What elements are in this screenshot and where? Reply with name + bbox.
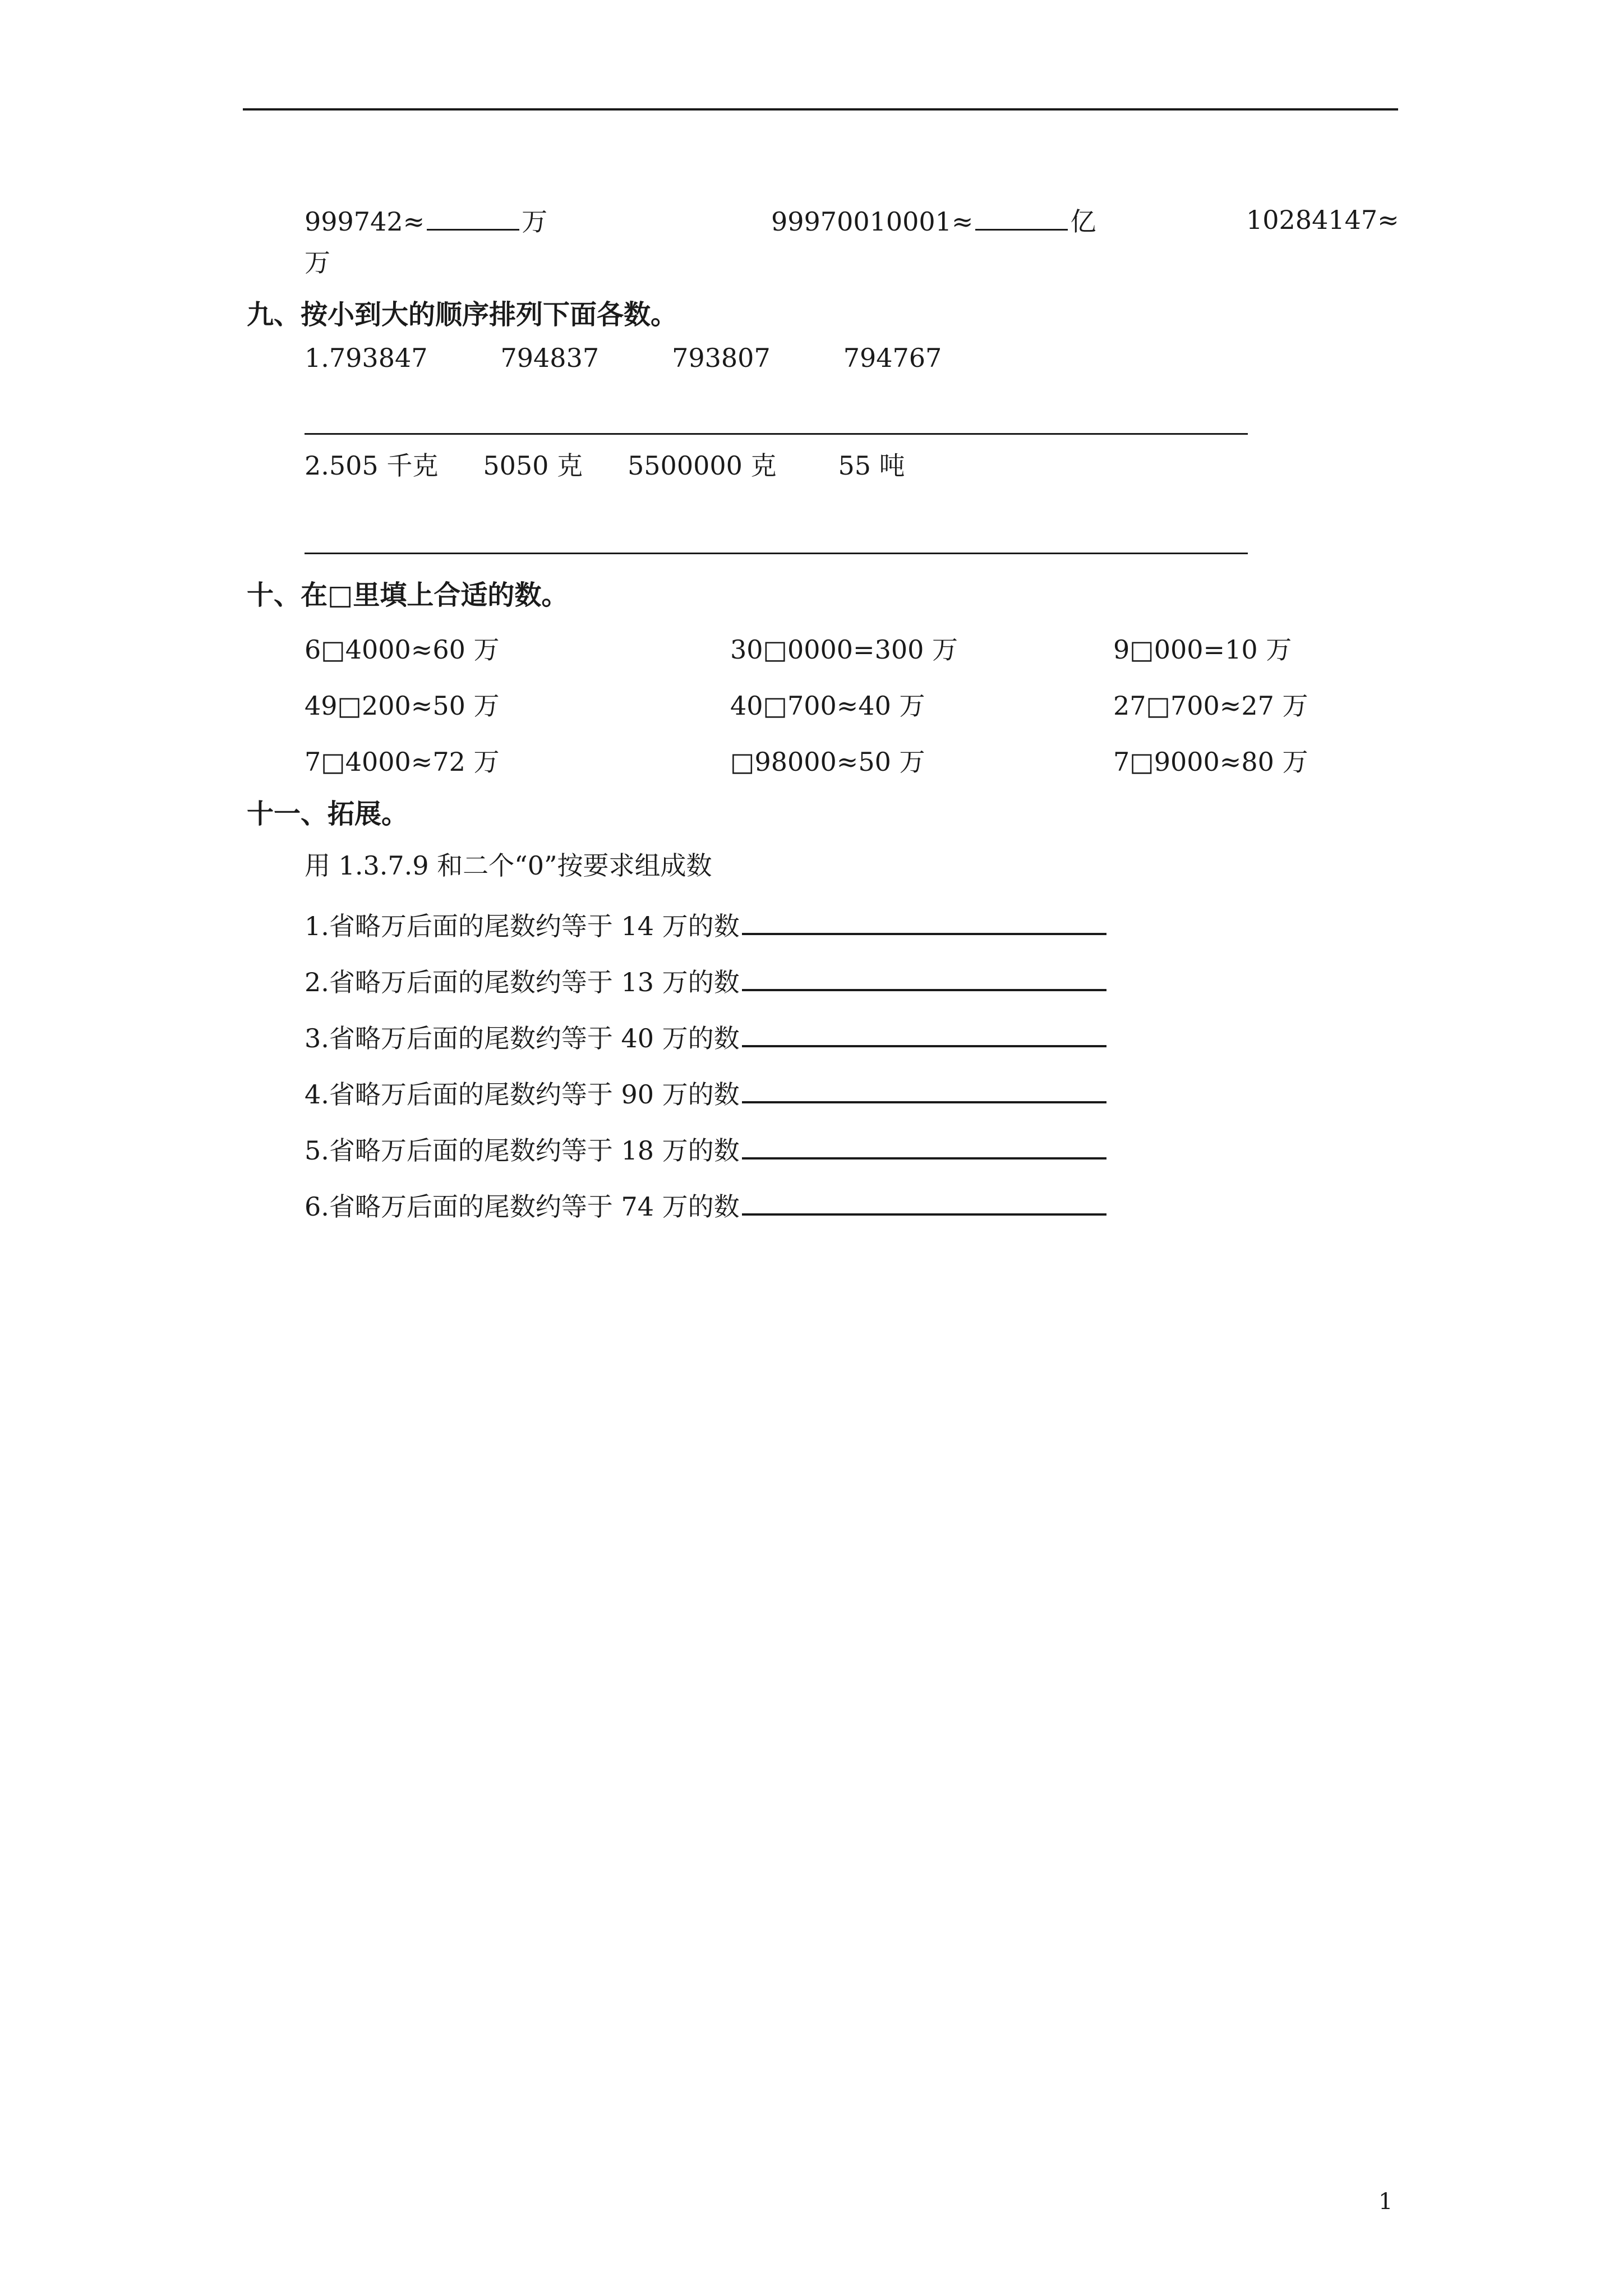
answer-line[interactable] xyxy=(742,1185,1106,1216)
section9-q1: 1.793847 794837 793807 794767 xyxy=(305,343,942,373)
section11-intro: 用 1.3.7.9 和二个“0”按要求组成数 xyxy=(305,850,712,881)
list-item: 4.省略万后面的尾数约等于 90 万的数 xyxy=(305,1073,1106,1111)
approx-item-2: 99970010001≈ 亿 xyxy=(771,203,1096,238)
list-item: 2.省略万后面的尾数约等于 13 万的数 xyxy=(305,961,1106,999)
fill-item[interactable]: 7□4000≈72 万 xyxy=(305,747,500,777)
fill-item[interactable]: 7□9000≈80 万 xyxy=(1113,747,1308,777)
section9-title: 九、按小到大的顺序排列下面各数。 xyxy=(247,299,678,330)
list-item: 5.省略万后面的尾数约等于 18 万的数 xyxy=(305,1129,1106,1167)
list-item: 6.省略万后面的尾数约等于 74 万的数 xyxy=(305,1185,1106,1223)
answer-blank[interactable] xyxy=(427,203,519,231)
answer-line-q1[interactable] xyxy=(305,433,1248,435)
approx-item-1: 999742≈ 万 xyxy=(305,203,547,238)
answer-line[interactable] xyxy=(742,1129,1106,1159)
answer-line-q2[interactable] xyxy=(305,553,1248,554)
fill-item[interactable]: 9□000=10 万 xyxy=(1113,634,1292,665)
answer-line[interactable] xyxy=(742,1017,1106,1047)
list-item: 3.省略万后面的尾数约等于 40 万的数 xyxy=(305,1017,1106,1055)
section10-title: 十、在□里填上合适的数。 xyxy=(247,579,569,611)
fill-item[interactable]: 27□700≈27 万 xyxy=(1113,691,1308,721)
fill-item[interactable]: □98000≈50 万 xyxy=(730,747,925,777)
header-rule xyxy=(243,108,1398,111)
section11-title: 十一、拓展。 xyxy=(247,798,409,830)
list-item: 1.省略万后面的尾数约等于 14 万的数 xyxy=(305,905,1106,943)
approx-wrap-unit: 万 xyxy=(305,247,330,278)
section9-q2: 2.505 千克 5050 克 5500000 克 55 吨 xyxy=(305,450,905,481)
approx-item-3: 10284147≈ xyxy=(1246,205,1399,235)
answer-line[interactable] xyxy=(742,905,1106,935)
page-number: 1 xyxy=(1378,2189,1393,2215)
fill-item[interactable]: 30□0000=300 万 xyxy=(730,634,958,665)
fill-item[interactable]: 6□4000≈60 万 xyxy=(305,634,500,665)
answer-line[interactable] xyxy=(742,961,1106,991)
fill-item[interactable]: 49□200≈50 万 xyxy=(305,691,500,721)
answer-blank[interactable] xyxy=(975,203,1068,231)
answer-line[interactable] xyxy=(742,1073,1106,1103)
fill-item[interactable]: 40□700≈40 万 xyxy=(730,691,925,721)
